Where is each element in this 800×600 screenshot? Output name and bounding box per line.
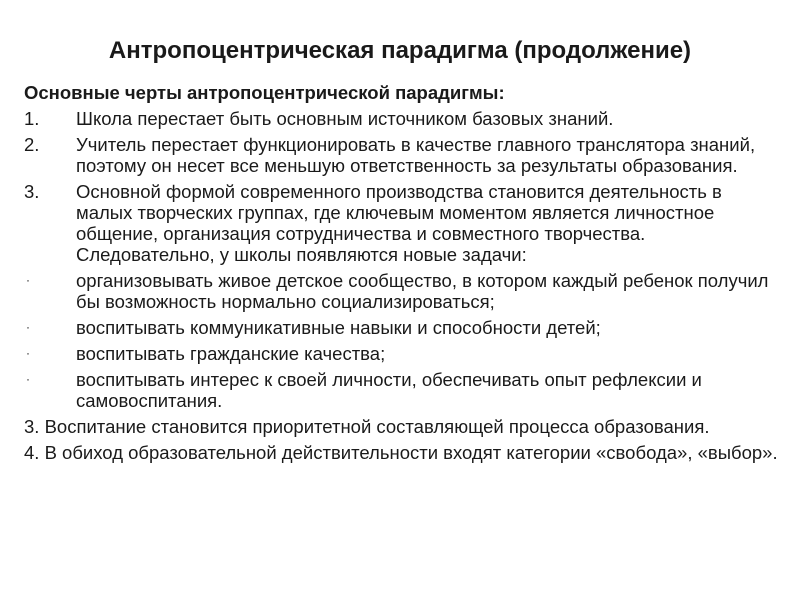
bullet-item-4 — [24, 369, 780, 411]
numbered-item-1-text: Школа перестает быть основным источником базовых знаний. — [76, 108, 614, 129]
numbered-item-2-marker: 2. — [24, 134, 40, 155]
bullet-item-3-text: воспитывать гражданские качества; — [76, 343, 386, 364]
bullet-icon: · — [26, 346, 30, 360]
paragraph-upbringing: 3. Воспитание становится приоритетной составляющей процесса образования. — [24, 416, 710, 437]
bullet-item-4-text: воспитывать интерес к своей личности, обеспечивать опыт рефлексии и самовоспитания. — [76, 369, 702, 411]
bullet-item-3 — [24, 343, 780, 364]
numbered-item-3-text: Основной формой современного производства становится деятельность в малых творческих группах, где ключевым моментом является личностное общение, организация сотрудничества и совместного творчества. Следовательно, у школы появляются новые задачи: — [76, 181, 722, 265]
slide-content — [24, 82, 780, 468]
slide-title: Антропоцентрическая парадигма (продолжение) — [108, 37, 692, 64]
paragraph-categories: 4. В обиход образовательной действительности входят категории «свобода», «выбор». — [24, 442, 778, 463]
bullet-icon: · — [26, 273, 30, 287]
numbered-item-2-text: Учитель перестает функционировать в качестве главного транслятора знаний, поэтому он несет все меньшую ответственность за результаты образования. — [76, 134, 756, 176]
numbered-item-1 — [24, 108, 780, 129]
subheading: Основные черты антропоцентрической парадигмы: — [24, 82, 505, 103]
numbered-item-2 — [24, 134, 780, 176]
bullet-item-1-text: организовывать живое детское сообщество, в котором каждый ребенок получил бы возможность нормально социализироваться; — [76, 270, 769, 312]
numbered-item-1-marker: 1. — [24, 108, 40, 129]
bullet-item-1 — [24, 270, 780, 312]
numbered-item-3-marker: 3. — [24, 181, 40, 202]
bullet-item-2 — [24, 317, 780, 338]
bullet-icon: · — [26, 372, 30, 386]
bullet-icon: · — [26, 320, 30, 334]
bullet-item-2-text: воспитывать коммуникативные навыки и способности детей; — [76, 317, 601, 338]
numbered-item-3 — [24, 181, 780, 265]
